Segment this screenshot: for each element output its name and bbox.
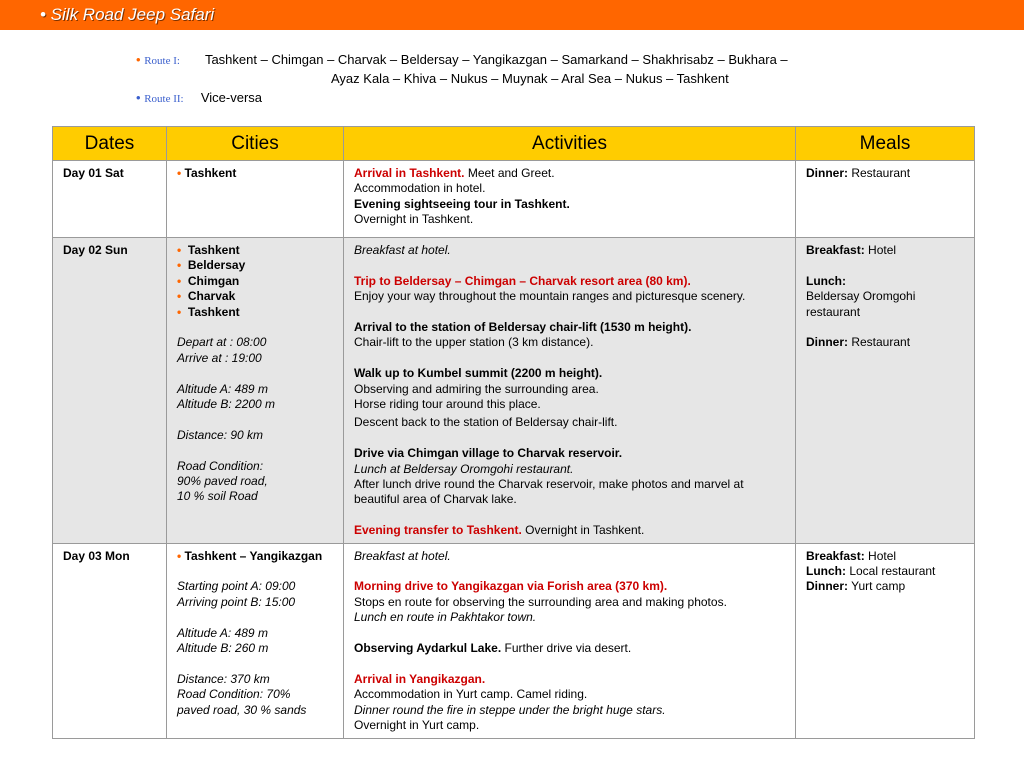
activity-line: Lunch en route in Pakhtakor town. [354, 610, 537, 625]
itinerary-table [52, 126, 975, 739]
route-2-label: Route II: [144, 93, 184, 105]
route-1-label: Route I: [144, 55, 180, 67]
activity-line: Accommodation in hotel. [354, 181, 486, 196]
city-item: • Chimgan [177, 273, 240, 288]
arrive-time: Arriving point B: 15:00 [177, 594, 296, 609]
activity-line: Stops en route for observing the surrounding area and making photos. [354, 594, 727, 609]
distance: Distance: 90 km [177, 427, 264, 442]
date-cell: Day 01 Sat [53, 161, 167, 238]
road-condition: Road Condition: [177, 458, 264, 473]
activity-line: Descent back to the station of Beldersay chair-lift. [354, 415, 618, 430]
activity-line: Dinner round the fire in steppe under the bright huge stars. [354, 702, 666, 717]
activity-line: Observing Aydarkul Lake. Further drive via desert. [354, 641, 632, 656]
activity-line: Arrival in Yangikazgan. [354, 671, 486, 686]
activity-line: Walk up to Kumbel summit (2200 m height). [354, 366, 603, 381]
activity-line: Breakfast at hotel. [354, 548, 451, 563]
altitude-a: Altitude A: 489 m [177, 625, 268, 640]
start-time: Starting point A: 09:00 [177, 579, 296, 594]
meals-cell [796, 543, 975, 738]
meal-line: Breakfast: Hotel [806, 243, 897, 257]
altitude-b: Altitude B: 260 m [177, 641, 269, 656]
activities-cell [344, 161, 796, 238]
activity-line: Lunch at Beldersay Oromgohi restaurant. [354, 461, 574, 476]
meal-line: Lunch: Local restaurant [806, 564, 936, 579]
bullet-icon: • [136, 90, 141, 105]
bullet-icon: • [136, 52, 141, 67]
header-dates: Dates [53, 127, 167, 161]
table-row-day-2 [53, 238, 975, 544]
road-condition: 10 % soil Road [177, 489, 258, 504]
cities-cell [167, 543, 344, 738]
header-activities: Activities [344, 127, 796, 161]
city-item: • Tashkent [177, 304, 240, 319]
city-item: • Tashkent [177, 166, 237, 180]
meals-cell [796, 161, 975, 238]
route-1-line-2: Ayaz Kala – Khiva – Nukus – Muynak – Aral Sea – Nukus – Tashkent [331, 71, 729, 86]
city-item: • Charvak [177, 289, 236, 304]
cities-cell [167, 238, 344, 544]
activity-line: Accommodation in Yurt camp. Camel riding. [354, 687, 588, 702]
altitude-a: Altitude A: 489 m [177, 381, 268, 396]
date-cell: Day 02 Sun [53, 238, 167, 544]
date-cell: Day 03 Mon [53, 543, 167, 738]
activity-line: Arrival in Tashkent. Meet and Greet. [354, 166, 555, 180]
activity-line: After lunch drive round the Charvak reservoir, make photos and marvel at beautiful area of Charvak lake. [354, 477, 744, 507]
activities-cell [344, 238, 796, 544]
meal-line: Beldersay Oromgohi restaurant [806, 289, 916, 319]
city-item: • Beldersay [177, 258, 246, 273]
header-meals: Meals [796, 127, 975, 161]
activity-line: Drive via Chimgan village to Charvak reservoir. [354, 446, 623, 461]
activity-line: Arrival to the station of Beldersay chair-lift (1530 m height). [354, 320, 692, 334]
route-1-text: Tashkent – Chimgan – Charvak – Beldersay – Yangikazgan – Samarkand – Shakhrisabz – Bukhara – [204, 52, 788, 67]
city-item: • Tashkent – Yangikazgan [177, 548, 323, 563]
activity-line: Overnight in Tashkent. [354, 212, 474, 227]
table-row-day-3 [53, 543, 975, 738]
route-1-line-1 [136, 52, 788, 67]
activity-line: Evening transfer to Tashkent. Overnight in Tashkent. [354, 523, 645, 538]
activity-line: Evening sightseeing tour in Tashkent. [354, 196, 570, 211]
meal-label: Lunch: [806, 273, 846, 288]
activity-line: Enjoy your way throughout the mountain ranges and picturesque scenery. [354, 289, 746, 304]
cities-cell [167, 161, 344, 238]
activity-line: Observing and admiring the surrounding area. [354, 381, 599, 396]
depart-time: Depart at : 08:00 [177, 335, 267, 350]
activity-line: Trip to Beldersay – Chimgan – Charvak resort area (80 km). [354, 273, 691, 288]
activity-line: Chair-lift to the upper station (3 km distance). [354, 335, 594, 350]
header-cities: Cities [167, 127, 344, 161]
activities-cell [344, 543, 796, 738]
table-header-row [53, 127, 975, 161]
road-condition: 90% paved road, [177, 474, 268, 489]
altitude-b: Altitude B: 2200 m [177, 397, 276, 412]
activity-line: Morning drive to Yangikazgan via Forish area (370 km). [354, 579, 668, 594]
activity-line: Horse riding tour around this place. [354, 397, 541, 412]
meal-line: Dinner: Restaurant [806, 335, 911, 350]
meal-line: Breakfast: Hotel [806, 548, 897, 563]
city-item: • Tashkent [177, 243, 240, 257]
activity-line: Overnight in Yurt camp. [354, 718, 480, 733]
meal-line: Dinner: Yurt camp [806, 579, 906, 594]
title-bar [0, 0, 1024, 30]
road-condition: Road Condition: 70% [177, 687, 291, 702]
route-2-text: Vice-versa [200, 90, 263, 105]
distance: Distance: 370 km [177, 671, 270, 686]
table-row-day-1 [53, 161, 975, 238]
route-2 [136, 90, 262, 105]
page-title: • Silk Road Jeep Safari [40, 5, 215, 24]
meal-line: Dinner: Restaurant [806, 166, 911, 180]
meals-cell [796, 238, 975, 544]
road-condition: paved road, 30 % sands [177, 702, 307, 717]
arrive-time: Arrive at : 19:00 [177, 350, 262, 365]
activity-line: Breakfast at hotel. [354, 243, 451, 257]
